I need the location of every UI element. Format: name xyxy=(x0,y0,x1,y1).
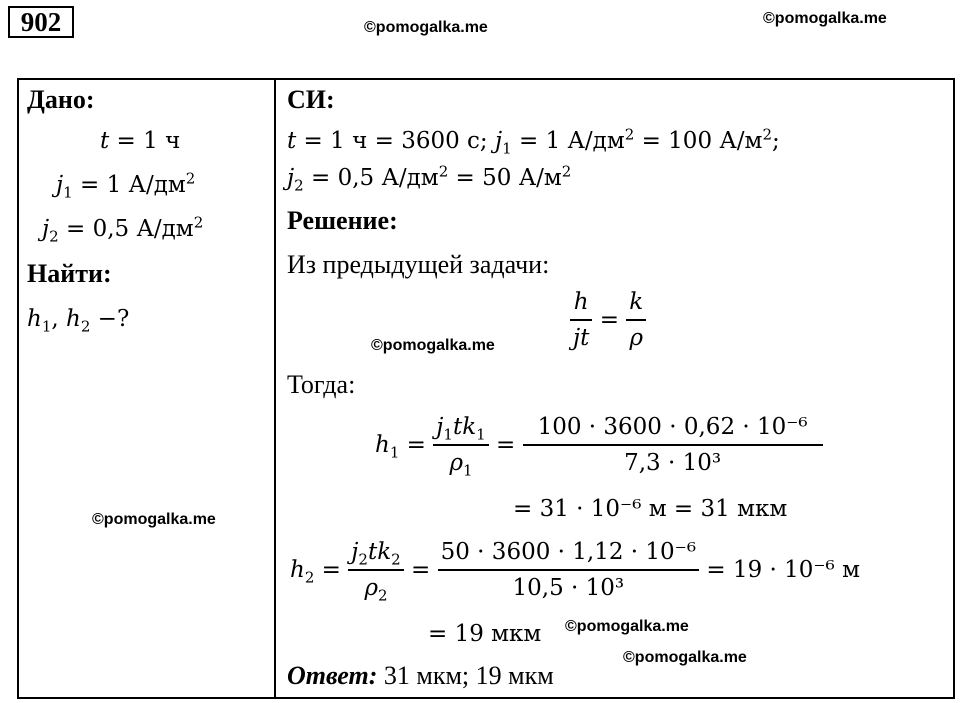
h1-formula: $h_1$ = $\frac{j_1tk_1}{\rho_1}$ = $\frac{\text{100 · 3600 · 0,62 · 10⁻⁶}}{\text{7,3 · 10³}}$ xyxy=(375,410,823,480)
given-j1: $j_1 = 1$ $А/дм^2$ xyxy=(56,169,196,202)
problem-number: 902 xyxy=(8,6,74,38)
si-label: СИ: xyxy=(287,85,335,114)
solution-label: Решение: xyxy=(287,206,398,235)
h1-result: = 31 · 10⁻⁶ м = 31 мкм xyxy=(513,496,788,522)
watermark: ©pomogalka.me xyxy=(371,337,495,354)
watermark: ©pomogalka.me xyxy=(565,618,689,635)
si-line-1: t = 1 ч = 3600 с; $j_1 = 1$ $А/дм^2 = 100$ $А/м^2$; xyxy=(287,125,780,158)
answer-line xyxy=(287,661,554,691)
watermark: ©pomogalka.me xyxy=(92,511,216,528)
si-line-2: $j_2 = 0,5$ $А/дм^2 = 50$ $А/м^2$ xyxy=(287,162,572,195)
prev-task-text: Из предыдущей задачи: xyxy=(287,250,550,279)
answer-value: 31 мкм; 19 мкм xyxy=(383,661,554,690)
watermark: ©pomogalka.me xyxy=(364,19,488,36)
answer-label: Ответ: xyxy=(287,661,378,690)
base-formula: $\frac{h}{jt}$ = $\frac{k}{\rho}$ xyxy=(570,285,646,355)
given-label: Дано: xyxy=(27,85,95,114)
column-divider xyxy=(274,78,276,699)
find-value: $h_1$, $h_2$ −? xyxy=(27,306,130,336)
find-label: Найти: xyxy=(27,259,112,288)
h2-formula: $h_2$ = $\frac{j_2tk_2}{\rho_2}$ = $\frac{\text{50 · 3600 · 1,12 · 10⁻⁶}}{\text{10,5 · 10³}}$ = 19 · 10⁻⁶ м xyxy=(290,535,860,605)
watermark: ©pomogalka.me xyxy=(763,10,887,27)
watermark: ©pomogalka.me xyxy=(623,649,747,666)
h2-result: = 19 мкм xyxy=(428,621,542,647)
then-text: Тогда: xyxy=(287,370,356,399)
given-j2: $j_2 = 0,5$ $А/дм^2$ xyxy=(42,213,204,246)
given-t: t = 1 ч xyxy=(100,128,181,154)
